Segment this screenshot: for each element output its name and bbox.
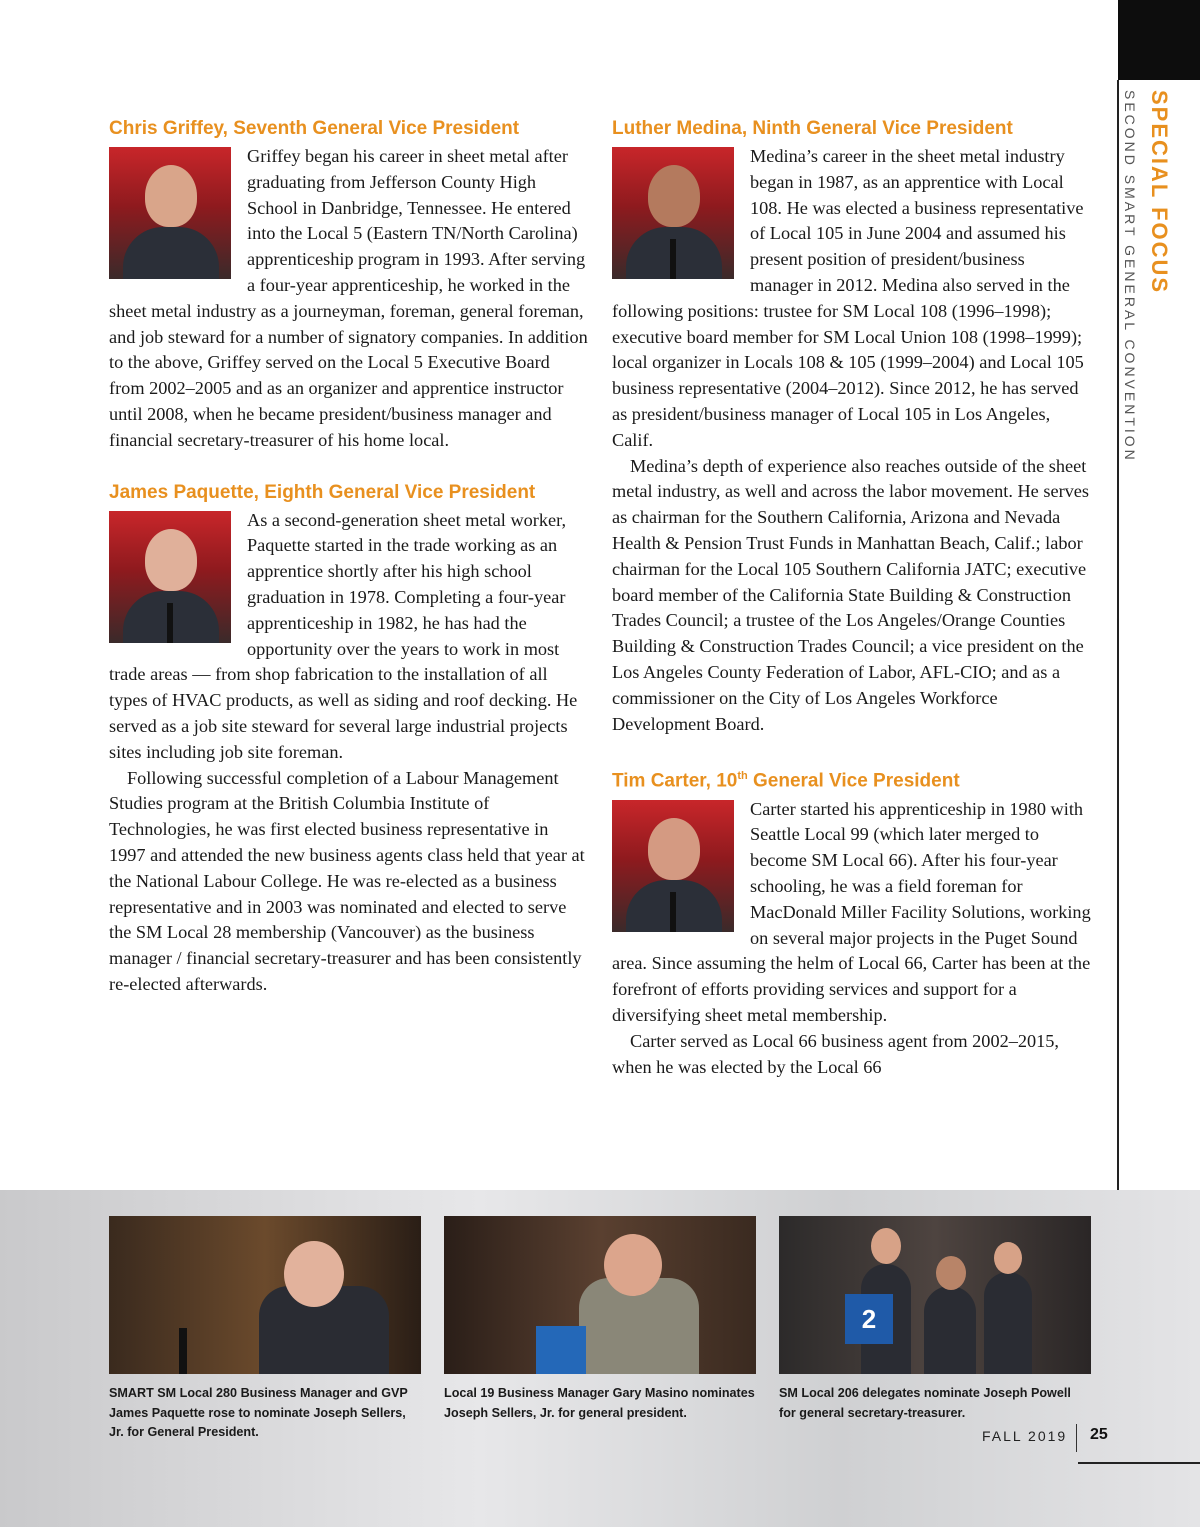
side-tab-block [1118, 0, 1200, 80]
bio-medina [612, 116, 1092, 737]
bio-title: Luther Medina, Ninth General Vice President [612, 118, 1013, 139]
section-subtitle: SECOND SMART GENERAL CONVENTION [1122, 90, 1138, 463]
section-label [1120, 90, 1180, 463]
issue-label: FALL 2019 [982, 1428, 1068, 1444]
page-number: 25 [1090, 1426, 1108, 1443]
photo-caption: Local 19 Business Manager Gary Masino nominates Joseph Sellers, Jr. for general president. [444, 1386, 755, 1420]
photo-caption: SM Local 206 delegates nominate Joseph Powell for general secretary-treasurer. [779, 1386, 1071, 1420]
photo-item-1 [109, 1216, 421, 1443]
portrait-carter [612, 800, 734, 932]
bio-paragraph: Medina’s career in the sheet metal industry began in 1987, as an apprentice with Local 108. He was elected a business representative of Local 105 in June 2004 and assumed his present position of president/business manager in 2012. Medina also served in the following positions: trustee for SM Local 108 (1996–1998); executive board member for SM Local Union 108 (1998–1999); local organizer in Locals 108 & 105 (1999–2004) and Local 105 business representative (2004–2012). Since 2012, he has served as president/business manager of Local 105 in Los Angeles, Calif. [612, 146, 1084, 450]
bio-carter [612, 763, 1092, 1080]
convention-photo-3 [779, 1216, 1091, 1374]
bio-paragraph: Following successful completion of a Labour Management Studies program at the British Columbia Institute of Technologies, he was first elected business representative in 1997 and attended the new business agents class held that year at the National Labour College. He was re-elected as a business representative and in 2003 was nominated and elected to serve the SM Local 28 membership (Vancouver) as the business manager / financial secretary-treasurer and has been consistently re-elected afterwards. [109, 767, 585, 994]
convention-photo-2 [444, 1216, 756, 1374]
section-title: SPECIAL FOCUS [1147, 90, 1172, 295]
photo-caption: SMART SM Local 280 Business Manager and GVP James Paquette rose to nominate Joseph Sellers, Jr. for General President. [109, 1386, 408, 1439]
bio-paragraph: Griffey began his career in sheet metal after graduating from Jefferson County High School in Danbridge, Tennessee. He entered into the Local 5 (Eastern TN/North Carolina) apprenticeship program in 1993. After serving a four-year apprenticeship, he worked in the sheet metal industry as a journeyman, foreman, general foreman, and job steward for a number of signatory companies. In addition to the above, Griffey served on the Local 5 Executive Board from 2002–2005 and as an organizer and apprentice instructor until 2008, when he became president/business manager and financial secretary-treasurer of his home local. [109, 146, 588, 450]
bio-paquette [109, 480, 589, 998]
bio-title: Tim Carter, 10th General Vice President [612, 770, 960, 792]
photo-item-3 [779, 1216, 1091, 1423]
convention-photo-1 [109, 1216, 421, 1374]
bio-paragraph: Carter served as Local 66 business agent from 2002–2015, when he was elected by the Local 66 [612, 1030, 1059, 1077]
footer-divider [1076, 1424, 1077, 1452]
bio-paragraph: Medina’s depth of experience also reaches outside of the sheet metal industry, as well and across the labor movement. He serves as chairman for the Southern California, Arizona and Nevada Health & Pension Trust Funds in Manhattan Beach, Calif.; labor chairman for the Local 105 Southern California JATC; executive board member of the California State Building & Construction Trades Council; a trustee of the Los Angeles/Orange Counties Building & Construction Trades Council; a vice president on the Los Angeles County Federation of Labor, AFL-CIO; and as a commissioner on the City of Los Angeles Workforce Development Board. [612, 455, 1090, 734]
photo-item-2 [444, 1216, 756, 1423]
left-column [109, 116, 589, 1024]
right-column [612, 116, 1092, 1106]
bio-paragraph: As a second-generation sheet metal worker, Paquette started in the trade working as an apprentice shortly after his high school graduation in 1978. Completing a four-year apprenticeship in 1982, he has had the opportunity over the years to work in most trade areas — from shop fabrication to the installation of all types of HVAC products, as well as siding and roof decking. He served as a job site steward for several large industrial projects sites including job site foreman. [109, 509, 578, 762]
portrait-griffey [109, 147, 231, 279]
side-divider [1117, 80, 1119, 1190]
bio-title: Chris Griffey, Seventh General Vice President [109, 118, 520, 139]
bio-griffey [109, 116, 589, 454]
footer-rule [1078, 1462, 1200, 1464]
delegation-sign: 2 [845, 1294, 893, 1344]
portrait-paquette [109, 511, 231, 643]
bio-paragraph: Carter started his apprenticeship in 1980 with Seattle Local 99 (which later merged to become SM Local 66). After his four-year schooling, he was a field foreman for MacDonald Miller Facility Solutions, working on several major projects in the Puget Sound area. Since assuming the helm of Local 66, Carter has been at the forefront of efforts providing services and support for a diversifying sheet metal membership. [612, 798, 1091, 1026]
bio-title: James Paquette, Eighth General Vice President [109, 481, 536, 503]
portrait-medina [612, 147, 734, 279]
